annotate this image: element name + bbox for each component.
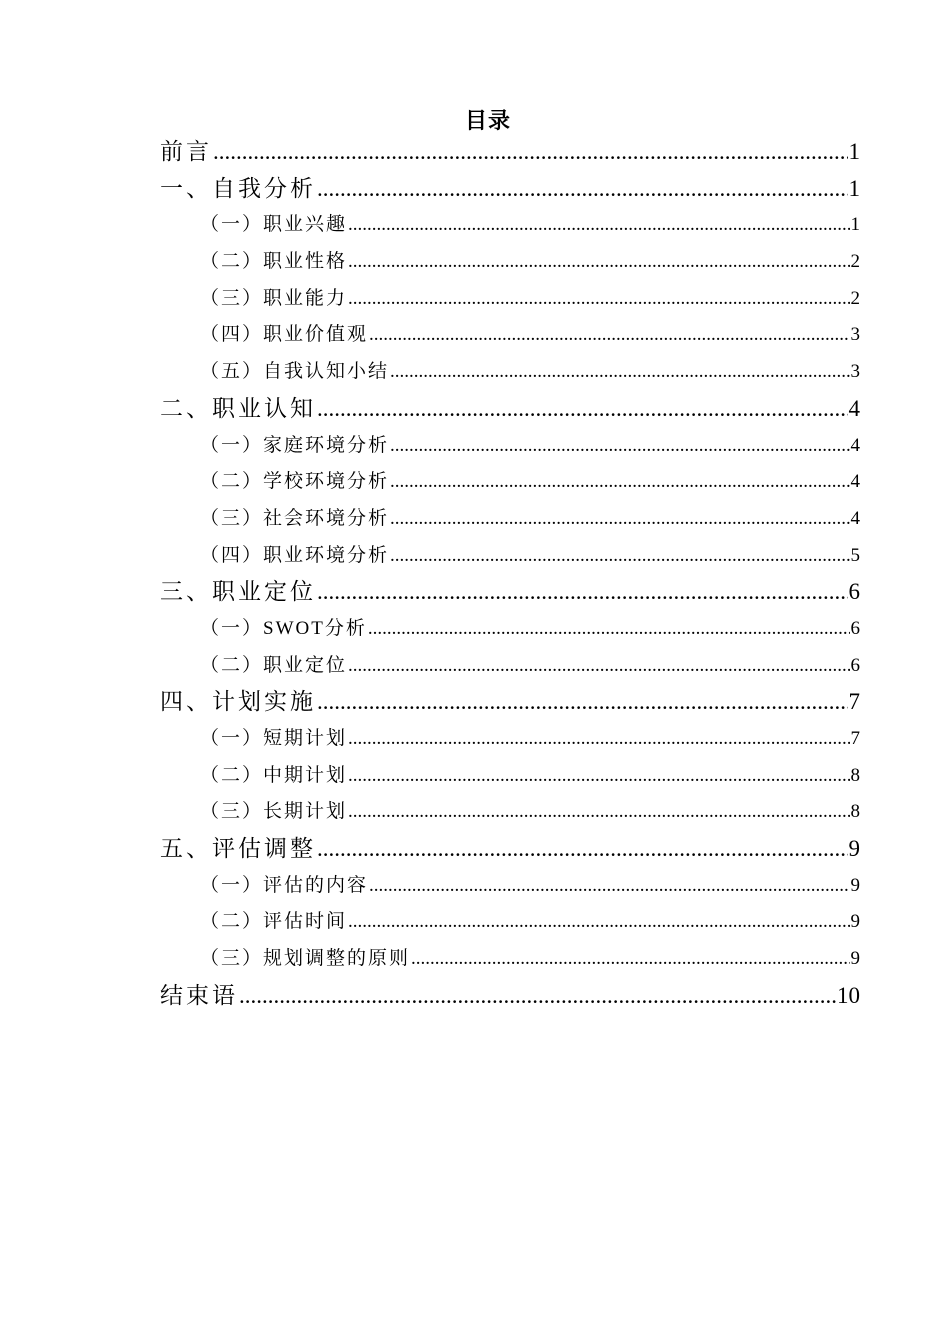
toc-entry[interactable] bbox=[160, 941, 860, 978]
toc-leader-dots bbox=[390, 501, 849, 538]
toc-entry[interactable] bbox=[160, 721, 860, 758]
toc-entry-page: 4 bbox=[850, 507, 860, 529]
toc-entry-page: 1 bbox=[848, 175, 860, 201]
toc-leader-dots bbox=[348, 648, 849, 685]
toc-leader-dots bbox=[317, 574, 848, 611]
toc-entry[interactable] bbox=[160, 574, 860, 611]
toc-entry-label: （三）长期计划 bbox=[200, 801, 348, 823]
toc-entry-page: 4 bbox=[850, 434, 860, 456]
toc-entry-label: （一）家庭环境分析 bbox=[200, 434, 390, 456]
toc-leader-dots bbox=[390, 464, 849, 501]
toc-entry-page: 4 bbox=[848, 395, 860, 421]
toc-leader-dots bbox=[369, 868, 849, 905]
toc-entry-page: 1 bbox=[850, 214, 860, 236]
toc-entry-page: 9 bbox=[850, 948, 860, 970]
toc-entry-label: （二）中期计划 bbox=[200, 764, 348, 786]
toc-entry-label: （二）评估时间 bbox=[200, 911, 348, 933]
toc-entry-page: 3 bbox=[850, 324, 860, 346]
toc-entry-label: （二）职业定位 bbox=[200, 654, 348, 676]
toc-entry-label: （一）短期计划 bbox=[200, 728, 348, 749]
toc-entry-label: （三）职业能力 bbox=[200, 287, 348, 309]
toc-entry-label: 前言 bbox=[160, 139, 212, 164]
toc-entry-label: 一、自我分析 bbox=[160, 175, 316, 201]
toc-leader-dots bbox=[317, 391, 848, 428]
toc-leader-dots bbox=[317, 831, 848, 868]
toc-entry-page: 6 bbox=[848, 579, 860, 605]
toc-entry[interactable] bbox=[160, 978, 860, 1015]
toc-entry-label: （一）职业兴趣 bbox=[200, 214, 348, 236]
toc-entry-label: （二）学校环境分析 bbox=[200, 471, 390, 493]
toc-entry[interactable] bbox=[160, 904, 860, 941]
toc-entry[interactable] bbox=[160, 758, 860, 795]
toc-entry-page: 4 bbox=[850, 471, 860, 493]
toc-entry-label: （二）职业性格 bbox=[200, 251, 348, 273]
toc-entry-label: 三、职业定位 bbox=[160, 579, 316, 605]
toc-entry-page: 7 bbox=[848, 689, 860, 715]
toc-entry[interactable] bbox=[160, 501, 860, 538]
toc-leader-dots bbox=[348, 794, 849, 831]
toc-entry-page: 7 bbox=[850, 728, 860, 749]
toc-leader-dots bbox=[317, 684, 848, 721]
toc-leader-dots bbox=[317, 171, 848, 208]
toc-entry-page: 9 bbox=[850, 874, 860, 896]
toc-entry-label: （一）SWOT分析 bbox=[200, 617, 367, 639]
toc-entry-label: （五）自我认知小结 bbox=[200, 361, 390, 383]
toc-entry[interactable] bbox=[160, 134, 860, 171]
toc-entry[interactable] bbox=[160, 281, 860, 318]
toc-entry[interactable] bbox=[160, 464, 860, 501]
toc-entry-page: 2 bbox=[850, 251, 860, 273]
toc-entry-page: 2 bbox=[850, 287, 860, 309]
toc-leader-dots bbox=[348, 721, 849, 758]
toc-entry-page: 9 bbox=[850, 911, 860, 933]
toc-entry-page: 8 bbox=[850, 764, 860, 786]
toc-entry-label: （一）评估的内容 bbox=[200, 874, 369, 896]
toc-entry-label: 二、职业认知 bbox=[160, 395, 316, 421]
toc-entry[interactable] bbox=[160, 428, 860, 465]
toc-entry[interactable] bbox=[160, 831, 860, 868]
toc-entry-label: （三）社会环境分析 bbox=[200, 507, 390, 529]
toc-entry-label: 结束语 bbox=[160, 982, 238, 1008]
toc-entry-label: 四、计划实施 bbox=[160, 689, 316, 715]
toc-leader-dots bbox=[348, 207, 849, 244]
toc-list bbox=[160, 134, 860, 1015]
toc-entry-page: 6 bbox=[850, 617, 860, 639]
toc-entry-page: 9 bbox=[848, 836, 860, 862]
toc-title: 目录 bbox=[464, 108, 511, 133]
toc-entry[interactable] bbox=[160, 794, 860, 831]
toc-entry-page: 10 bbox=[837, 982, 860, 1008]
toc-entry-page: 6 bbox=[850, 654, 860, 676]
toc-entry[interactable] bbox=[160, 207, 860, 244]
toc-leader-dots bbox=[239, 978, 836, 1015]
toc-entry-label: （四）职业环境分析 bbox=[200, 544, 390, 566]
toc-leader-dots bbox=[368, 611, 850, 648]
toc-entry[interactable] bbox=[160, 611, 860, 648]
toc-entry-page: 1 bbox=[848, 139, 860, 164]
toc-entry-page: 3 bbox=[850, 361, 860, 383]
toc-entry[interactable] bbox=[160, 684, 860, 721]
toc-entry[interactable] bbox=[160, 391, 860, 428]
toc-entry[interactable] bbox=[160, 354, 860, 391]
toc-leader-dots bbox=[348, 281, 849, 318]
toc-entry[interactable] bbox=[160, 317, 860, 354]
toc-leader-dots bbox=[213, 134, 848, 171]
toc-entry-page: 8 bbox=[850, 801, 860, 823]
toc-leader-dots bbox=[348, 904, 849, 941]
toc-entry[interactable] bbox=[160, 868, 860, 905]
toc-entry[interactable] bbox=[160, 171, 860, 208]
toc-leader-dots bbox=[411, 941, 849, 978]
toc-entry-label: 五、评估调整 bbox=[160, 836, 316, 862]
toc-leader-dots bbox=[348, 244, 849, 281]
toc-entry[interactable] bbox=[160, 648, 860, 685]
toc-leader-dots bbox=[390, 354, 849, 391]
toc-entry-page: 5 bbox=[850, 544, 860, 566]
toc-entry[interactable] bbox=[160, 244, 860, 281]
toc-leader-dots bbox=[390, 428, 849, 465]
toc-leader-dots bbox=[348, 758, 849, 795]
toc-leader-dots bbox=[390, 538, 849, 575]
toc-leader-dots bbox=[369, 317, 849, 354]
toc-entry[interactable] bbox=[160, 538, 860, 575]
toc-entry-label: （三）规划调整的原则 bbox=[200, 948, 411, 970]
toc-entry-label: （四）职业价值观 bbox=[200, 324, 369, 346]
